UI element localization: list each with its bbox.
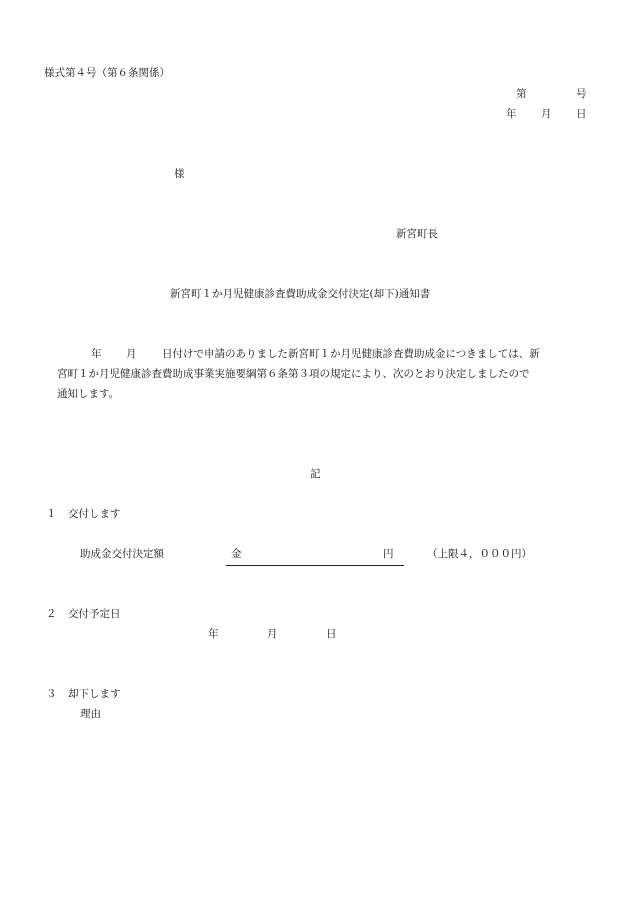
header-date-month: 月 (541, 108, 552, 120)
section1-heading: 交付します (68, 508, 121, 520)
recipient-suffix: 様 (174, 168, 185, 180)
section2-number: ２ (46, 608, 57, 620)
amount-label: 助成金交付決定額 (80, 548, 164, 560)
limit-note: （上限４，０００円） (427, 548, 532, 560)
body-text-line3: 通知します。 (57, 388, 120, 400)
scheduled-date-month: 月 (267, 628, 278, 640)
header-date-day: 日 (576, 108, 587, 120)
section1-number: １ (46, 508, 57, 520)
section3-number: ３ (46, 688, 57, 700)
scheduled-date-year: 年 (208, 628, 219, 640)
body-text-line2: 宮町１か月児健康診査費助成事業実施要綱第６条第３項の規定により、次のとおり決定しましたので (57, 368, 530, 380)
issuer: 新宮町長 (396, 228, 438, 240)
doc-number-suffix: 号 (576, 88, 587, 100)
body-date-month: 月 (126, 348, 137, 360)
body-date-year: 年 (91, 348, 102, 360)
header-date-year: 年 (506, 108, 517, 120)
doc-number-prefix: 第 (516, 88, 527, 100)
body-text-line1: 日付けで申請のありました新宮町１か月児健康診査費助成金につきましては、新 (162, 348, 540, 360)
amount-underline (226, 565, 404, 566)
ki-marker: 記 (310, 468, 321, 480)
reason-label: 理由 (80, 708, 101, 720)
currency-suffix: 円 (383, 548, 394, 560)
section3-heading: 却下します (68, 688, 121, 700)
currency-prefix: 金 (231, 548, 242, 560)
scheduled-date-day: 日 (326, 628, 337, 640)
document-title: 新宮町１か月児健康診査費助成金交付決定(却下)通知書 (170, 288, 431, 300)
section2-heading: 交付予定日 (68, 608, 121, 620)
form-id: 様式第４号（第６条関係） (44, 67, 170, 79)
